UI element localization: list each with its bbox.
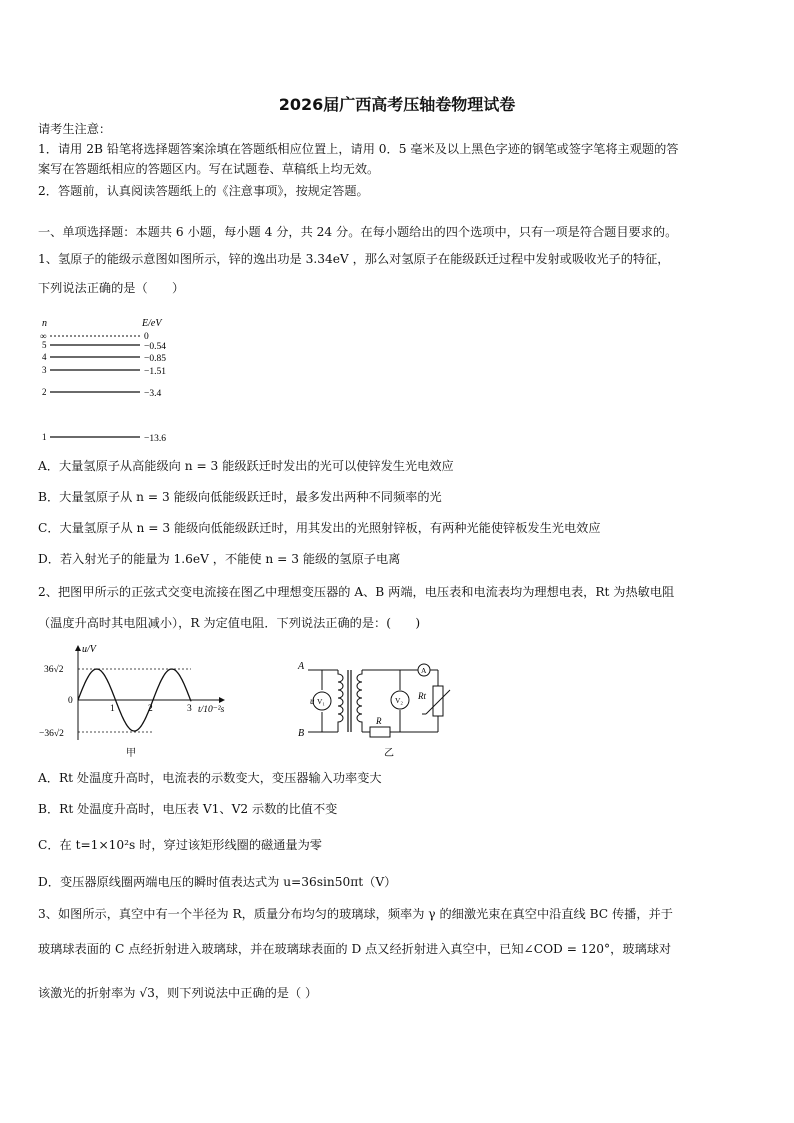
level-n-4: 4 [42, 352, 47, 362]
level-n-inf: ∞ [40, 331, 47, 341]
x-tick-3: 3 [187, 704, 192, 714]
energy-axis-label: E/eV [142, 318, 162, 329]
level-e-inf: 0 [144, 332, 149, 342]
x-tick-1: 1 [110, 704, 115, 714]
transformer-circuit [290, 652, 460, 762]
x-tick-2: 2 [148, 704, 153, 714]
q3-line-1: 3、如图所示，真空中有一个半径为 R，质量分布均匀的玻璃球，频率为 γ 的细激光束在真空中沿直线 BC 传播，并于 [38, 907, 673, 921]
q1-stem-line-2: 下列说法正确的是（ ） [38, 281, 185, 295]
sine-wave-graph [38, 640, 238, 760]
ammeter-label: A [421, 666, 427, 675]
energy-level-diagram [38, 310, 198, 450]
page-title: 2026届广西高考压轴卷物理试卷 [278, 95, 516, 114]
y-min-label: −36√2 [39, 729, 64, 739]
q1-option-b: B．大量氢原子从 n = 3 能级向低能级跃迁时，最多发出两种不同频率的光 [38, 490, 442, 504]
q2-option-c: C．在 t=1×10²s 时，穿过该矩形线圈的磁通量为零 [38, 838, 322, 852]
n-axis-label: n [42, 318, 47, 329]
x-axis-label: t/10⁻²s [198, 705, 225, 715]
resistor-label: R [376, 716, 382, 726]
level-e-5: −0.54 [144, 342, 166, 352]
notice-heading: 请考生注意： [38, 122, 112, 136]
q2-stem-line-1: 2、把图甲所示的正弦式交变电流接在图乙中理想变压器的 A、B 两端，电压表和电流表均为理想电表，Rt 为热敏电阻 [38, 585, 675, 599]
q2-stem-line-2: （温度升高时其电阻减小），R 为定值电阻．下列说法正确的是：( ) [38, 616, 421, 630]
q2-option-b: B．Rt 处温度升高时，电压表 V1、V2 示数的比值不变 [38, 802, 338, 816]
level-e-2: −3.4 [144, 389, 162, 399]
terminal-a-label: A [298, 661, 305, 672]
notice-item-2: 2．答题前，认真阅读答题纸上的《注意事项》，按规定答题。 [38, 184, 369, 198]
q3-line-2: 玻璃球表面的 C 点经折射进入玻璃球，并在玻璃球表面的 D 点又经折射进入真空中，已知∠COD = 120°，玻璃球对 [38, 942, 672, 956]
level-n-1: 1 [42, 432, 47, 442]
level-e-4: −0.85 [144, 354, 166, 364]
input-voltage-label: u [310, 696, 315, 706]
q2-option-a: A．Rt 处温度升高时，电流表的示数变大，变压器输入功率变大 [38, 771, 382, 785]
level-n-2: 2 [42, 387, 47, 397]
voltmeter-v1-label: V₁ [317, 697, 326, 706]
voltmeter-v2-label: V₂ [395, 696, 404, 705]
q1-stem-line-1: 1、氢原子的能级示意图如图所示，锌的逸出功是 3.34eV ，那么对氢原子在能级跃迁过程中发射或吸收光子的特征， [38, 252, 670, 266]
level-e-1: −13.6 [144, 434, 166, 444]
level-n-3: 3 [42, 365, 47, 375]
thermistor-label: Rt [418, 691, 426, 701]
q2-option-d: D．变压器原线圈两端电压的瞬时值表达式为 u=36sin50πt（V） [38, 875, 397, 889]
level-e-3: −1.51 [144, 367, 166, 377]
notice-item-1-line-1: 1．请用 2B 铅笔将选择题答案涂填在答题纸相应位置上，请用 0．5 毫米及以上黑色字迹的钢笔或签字笔将主观题的答 [38, 142, 679, 156]
origin-label: 0 [68, 696, 73, 706]
terminal-b-label: B [298, 728, 305, 739]
figure-b-caption: 乙 [384, 748, 394, 759]
section-heading: 一、单项选择题：本题共 6 小题，每小题 4 分，共 24 分。在每小题给出的四个选项中，只有一项是符合题目要求的。 [38, 225, 678, 239]
q1-option-d: D．若入射光子的能量为 1.6eV ，不能使 n = 3 能级的氢原子电离 [38, 552, 401, 566]
figure-a-caption: 甲 [126, 748, 136, 759]
q1-option-c: C．大量氢原子从 n = 3 能级向低能级跃迁时，用其发出的光照射锌板，有两种光能使锌板发生光电效应 [38, 521, 601, 535]
q1-option-a: A．大量氢原子从高能级向 n = 3 能级跃迁时发出的光可以使锌发生光电效应 [38, 459, 454, 473]
level-n-5: 5 [42, 340, 47, 350]
notice-item-1-line-2: 案写在答题纸相应的答题区内。写在试题卷、草稿纸上均无效。 [38, 162, 380, 176]
y-axis-label: u/V [82, 644, 96, 655]
q3-line-3: 该激光的折射率为 √3，则下列说法中正确的是（ ） [38, 986, 318, 1000]
y-max-label: 36√2 [44, 665, 64, 675]
